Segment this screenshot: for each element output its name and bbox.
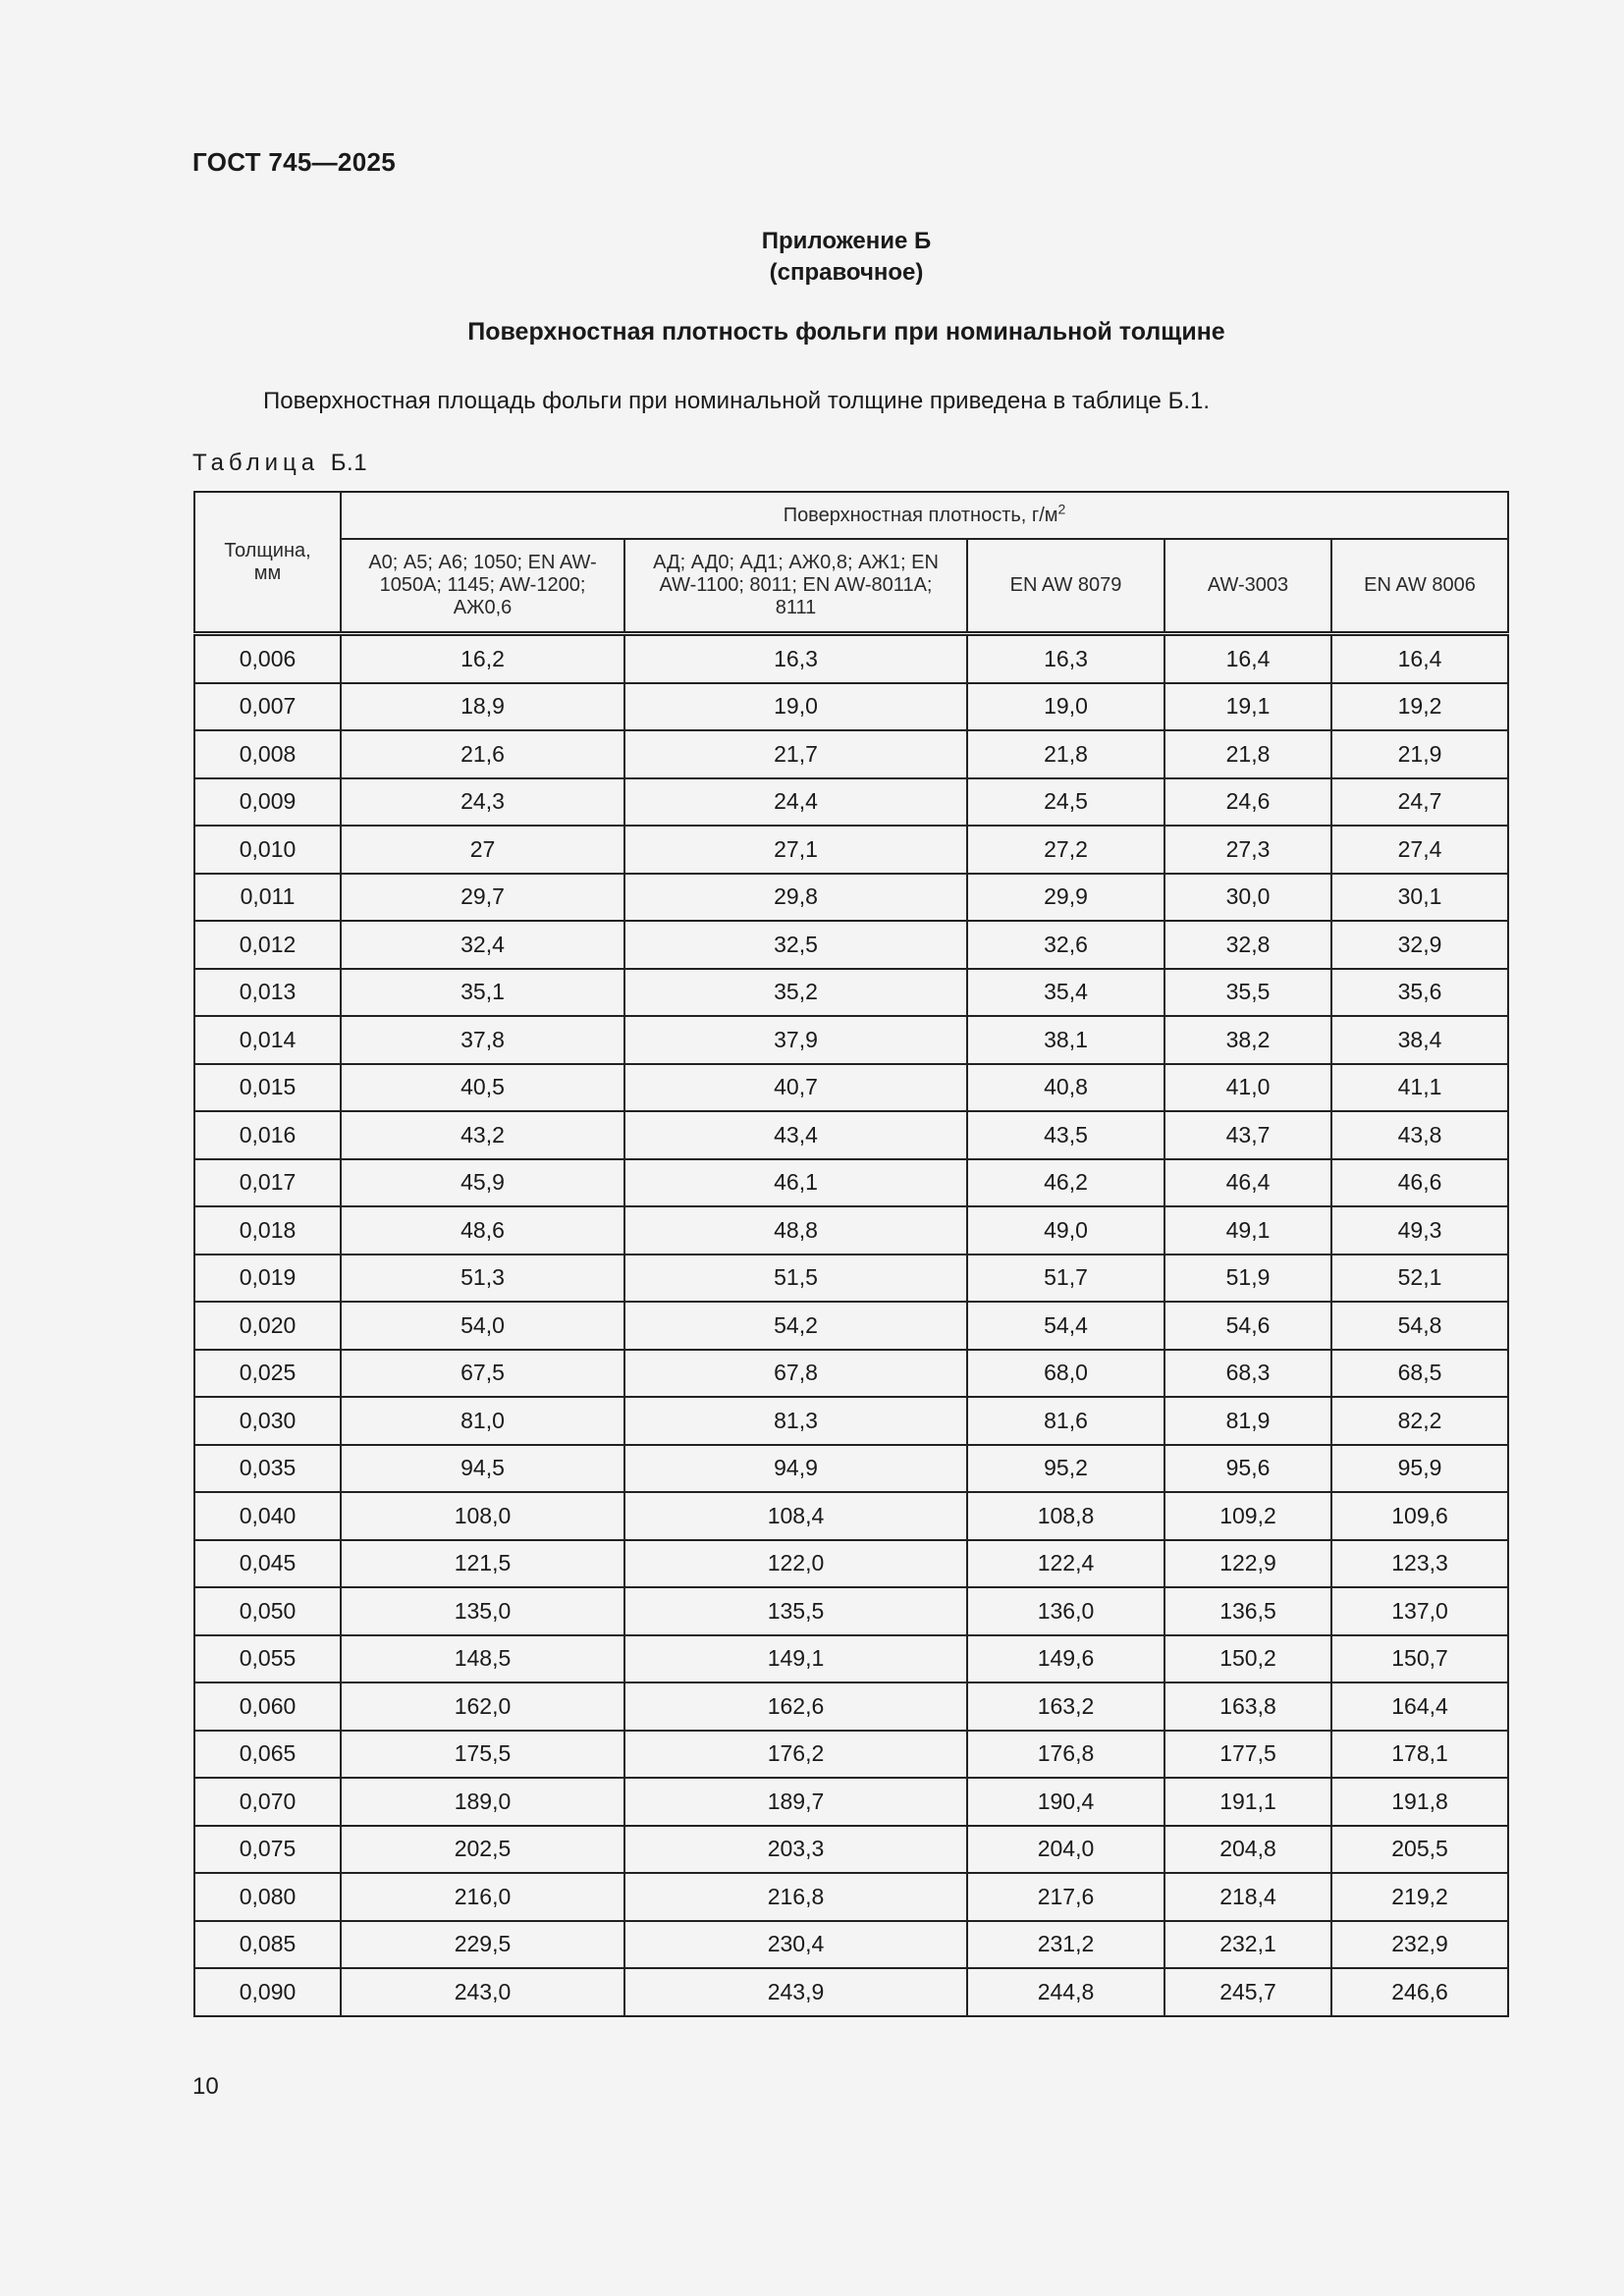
table-row xyxy=(194,730,1508,778)
density-cell: 68,3 xyxy=(1164,1350,1331,1398)
density-cell: 190,4 xyxy=(967,1778,1164,1826)
table-caption-number: Б.1 xyxy=(330,450,368,476)
thickness-cell: 0,050 xyxy=(194,1587,341,1635)
thickness-cell: 0,015 xyxy=(194,1064,341,1112)
density-cell: 35,5 xyxy=(1164,969,1331,1017)
table-row xyxy=(194,1350,1508,1398)
density-cell: 16,3 xyxy=(624,634,967,683)
density-cell: 163,8 xyxy=(1164,1682,1331,1731)
density-cell: 95,9 xyxy=(1331,1445,1508,1493)
density-cell: 29,8 xyxy=(624,874,967,922)
density-cell: 51,7 xyxy=(967,1255,1164,1303)
table-row xyxy=(194,1111,1508,1159)
density-cell: 95,2 xyxy=(967,1445,1164,1493)
density-cell: 243,9 xyxy=(624,1968,967,2016)
density-cell: 149,6 xyxy=(967,1635,1164,1683)
density-cell: 21,7 xyxy=(624,730,967,778)
density-cell: 49,1 xyxy=(1164,1206,1331,1255)
density-cell: 19,1 xyxy=(1164,683,1331,731)
density-cell: 148,5 xyxy=(341,1635,624,1683)
thickness-cell: 0,065 xyxy=(194,1731,341,1779)
density-cell: 150,7 xyxy=(1331,1635,1508,1683)
density-cell: 52,1 xyxy=(1331,1255,1508,1303)
density-cell: 46,6 xyxy=(1331,1159,1508,1207)
density-cell: 16,4 xyxy=(1331,634,1508,683)
density-cell: 37,9 xyxy=(624,1016,967,1064)
density-cell: 21,6 xyxy=(341,730,624,778)
table-row xyxy=(194,1826,1508,1874)
density-cell: 16,3 xyxy=(967,634,1164,683)
density-cell: 216,8 xyxy=(624,1873,967,1921)
density-cell: 27,2 xyxy=(967,826,1164,874)
density-cell: 67,8 xyxy=(624,1350,967,1398)
density-cell: 40,7 xyxy=(624,1064,967,1112)
density-cell: 35,2 xyxy=(624,969,967,1017)
density-cell: 121,5 xyxy=(341,1540,624,1588)
density-cell: 21,8 xyxy=(967,730,1164,778)
density-cell: 189,0 xyxy=(341,1778,624,1826)
density-cell: 38,1 xyxy=(967,1016,1164,1064)
density-cell: 176,2 xyxy=(624,1731,967,1779)
density-cell: 231,2 xyxy=(967,1921,1164,1969)
table-row xyxy=(194,1302,1508,1350)
density-cell: 230,4 xyxy=(624,1921,967,1969)
density-cell: 54,6 xyxy=(1164,1302,1331,1350)
density-cell: 30,0 xyxy=(1164,874,1331,922)
table-row xyxy=(194,634,1508,683)
density-cell: 67,5 xyxy=(341,1350,624,1398)
alloy-column-header: EN AW 8079 xyxy=(967,539,1164,634)
density-cell: 30,1 xyxy=(1331,874,1508,922)
table-row xyxy=(194,1397,1508,1445)
density-cell: 189,7 xyxy=(624,1778,967,1826)
density-cell: 94,5 xyxy=(341,1445,624,1493)
density-cell: 245,7 xyxy=(1164,1968,1331,2016)
thickness-cell: 0,070 xyxy=(194,1778,341,1826)
density-cell: 54,8 xyxy=(1331,1302,1508,1350)
density-cell: 122,9 xyxy=(1164,1540,1331,1588)
density-cell: 49,3 xyxy=(1331,1206,1508,1255)
density-cell: 41,1 xyxy=(1331,1064,1508,1112)
density-cell: 149,1 xyxy=(624,1635,967,1683)
thickness-cell: 0,017 xyxy=(194,1159,341,1207)
density-cell: 246,6 xyxy=(1331,1968,1508,2016)
density-cell: 175,5 xyxy=(341,1731,624,1779)
density-cell: 81,9 xyxy=(1164,1397,1331,1445)
document-code: ГОСТ 745—2025 xyxy=(192,147,396,177)
density-cell: 32,4 xyxy=(341,921,624,969)
alloy-column-header: AW-3003 xyxy=(1164,539,1331,634)
density-cell: 163,2 xyxy=(967,1682,1164,1731)
thickness-cell: 0,018 xyxy=(194,1206,341,1255)
density-cell: 109,2 xyxy=(1164,1492,1331,1540)
thickness-cell: 0,025 xyxy=(194,1350,341,1398)
alloy-column-header: EN AW 8006 xyxy=(1331,539,1508,634)
density-cell: 40,5 xyxy=(341,1064,624,1112)
density-cell: 35,4 xyxy=(967,969,1164,1017)
table-row xyxy=(194,1206,1508,1255)
density-cell: 27,3 xyxy=(1164,826,1331,874)
density-cell: 164,4 xyxy=(1331,1682,1508,1731)
thickness-cell: 0,008 xyxy=(194,730,341,778)
density-cell: 29,7 xyxy=(341,874,624,922)
density-cell: 51,5 xyxy=(624,1255,967,1303)
density-cell: 19,2 xyxy=(1331,683,1508,731)
density-cell: 27,4 xyxy=(1331,826,1508,874)
density-cell: 21,9 xyxy=(1331,730,1508,778)
density-cell: 19,0 xyxy=(967,683,1164,731)
table-row xyxy=(194,874,1508,922)
thickness-cell: 0,019 xyxy=(194,1255,341,1303)
density-cell: 203,3 xyxy=(624,1826,967,1874)
density-cell: 68,0 xyxy=(967,1350,1164,1398)
table-row xyxy=(194,1682,1508,1731)
density-cell: 24,6 xyxy=(1164,778,1331,827)
thickness-cell: 0,010 xyxy=(194,826,341,874)
density-cell: 204,8 xyxy=(1164,1826,1331,1874)
density-cell: 123,3 xyxy=(1331,1540,1508,1588)
table-row xyxy=(194,1064,1508,1112)
density-cell: 48,6 xyxy=(341,1206,624,1255)
table-row xyxy=(194,969,1508,1017)
thickness-cell: 0,012 xyxy=(194,921,341,969)
density-cell: 51,9 xyxy=(1164,1255,1331,1303)
density-cell: 18,9 xyxy=(341,683,624,731)
thickness-cell: 0,055 xyxy=(194,1635,341,1683)
density-cell: 38,2 xyxy=(1164,1016,1331,1064)
density-cell: 24,3 xyxy=(341,778,624,827)
density-cell: 232,9 xyxy=(1331,1921,1508,1969)
density-cell: 27 xyxy=(341,826,624,874)
density-cell: 191,1 xyxy=(1164,1778,1331,1826)
table-row xyxy=(194,1635,1508,1683)
table-row xyxy=(194,1873,1508,1921)
alloy-column-header: А0; А5; А6; 1050; EN AW-1050A; 1145; AW-1200; АЖ0,6 xyxy=(341,539,624,634)
density-cell: 37,8 xyxy=(341,1016,624,1064)
surface-density-table xyxy=(193,491,1509,2017)
table-row xyxy=(194,1540,1508,1588)
density-cell: 43,4 xyxy=(624,1111,967,1159)
density-cell: 51,3 xyxy=(341,1255,624,1303)
density-cell: 54,4 xyxy=(967,1302,1164,1350)
thickness-cell: 0,035 xyxy=(194,1445,341,1493)
density-cell: 35,6 xyxy=(1331,969,1508,1017)
density-cell: 32,6 xyxy=(967,921,1164,969)
thickness-cell: 0,007 xyxy=(194,683,341,731)
density-cell: 178,1 xyxy=(1331,1731,1508,1779)
density-cell: 135,5 xyxy=(624,1587,967,1635)
density-cell: 68,5 xyxy=(1331,1350,1508,1398)
density-cell: 43,2 xyxy=(341,1111,624,1159)
thickness-cell: 0,085 xyxy=(194,1921,341,1969)
density-cell: 205,5 xyxy=(1331,1826,1508,1874)
density-cell: 45,9 xyxy=(341,1159,624,1207)
thickness-cell: 0,013 xyxy=(194,969,341,1017)
density-cell: 218,4 xyxy=(1164,1873,1331,1921)
density-cell: 16,2 xyxy=(341,634,624,683)
density-cell: 135,0 xyxy=(341,1587,624,1635)
table-row xyxy=(194,1587,1508,1635)
density-group-header: Поверхностная плотность, $г/м^2$ xyxy=(341,492,1508,539)
thickness-column-header: Толщина, мм xyxy=(194,492,341,634)
density-cell: 27,1 xyxy=(624,826,967,874)
density-cell: 40,8 xyxy=(967,1064,1164,1112)
table-row xyxy=(194,1778,1508,1826)
density-cell: 162,0 xyxy=(341,1682,624,1731)
density-cell: 81,0 xyxy=(341,1397,624,1445)
section-title: Поверхностная плотность фольги при номинальной толщине xyxy=(467,318,1225,346)
thickness-cell: 0,075 xyxy=(194,1826,341,1874)
thickness-cell: 0,014 xyxy=(194,1016,341,1064)
density-cell: 38,4 xyxy=(1331,1016,1508,1064)
density-cell: 108,8 xyxy=(967,1492,1164,1540)
table-row xyxy=(194,1159,1508,1207)
density-cell: 46,4 xyxy=(1164,1159,1331,1207)
density-cell: 150,2 xyxy=(1164,1635,1331,1683)
density-cell: 35,1 xyxy=(341,969,624,1017)
appendix-heading xyxy=(0,226,1624,289)
density-cell: 219,2 xyxy=(1331,1873,1508,1921)
density-cell: 137,0 xyxy=(1331,1587,1508,1635)
density-cell: 43,8 xyxy=(1331,1111,1508,1159)
density-cell: 136,0 xyxy=(967,1587,1164,1635)
appendix-title: Приложение Б xyxy=(761,228,932,254)
density-cell: 43,7 xyxy=(1164,1111,1331,1159)
density-cell: 95,6 xyxy=(1164,1445,1331,1493)
density-cell: 48,8 xyxy=(624,1206,967,1255)
density-cell: 244,8 xyxy=(967,1968,1164,2016)
density-cell: 162,6 xyxy=(624,1682,967,1731)
density-cell: 21,8 xyxy=(1164,730,1331,778)
density-cell: 43,5 xyxy=(967,1111,1164,1159)
table-row xyxy=(194,1492,1508,1540)
density-cell: 136,5 xyxy=(1164,1587,1331,1635)
thickness-cell: 0,009 xyxy=(194,778,341,827)
table-caption-word: Таблица xyxy=(192,450,320,476)
page-number: 10 xyxy=(192,2073,219,2100)
thickness-cell: 0,060 xyxy=(194,1682,341,1731)
density-cell: 46,2 xyxy=(967,1159,1164,1207)
density-cell: 16,4 xyxy=(1164,634,1331,683)
table-row xyxy=(194,1255,1508,1303)
table-row xyxy=(194,1968,1508,2016)
density-cell: 191,8 xyxy=(1331,1778,1508,1826)
density-cell: 32,8 xyxy=(1164,921,1331,969)
table-row xyxy=(194,921,1508,969)
table-row xyxy=(194,1731,1508,1779)
density-cell: 19,0 xyxy=(624,683,967,731)
density-cell: 82,2 xyxy=(1331,1397,1508,1445)
thickness-cell: 0,090 xyxy=(194,1968,341,2016)
thickness-cell: 0,040 xyxy=(194,1492,341,1540)
density-cell: 54,0 xyxy=(341,1302,624,1350)
table-row xyxy=(194,778,1508,827)
density-cell: 81,6 xyxy=(967,1397,1164,1445)
thickness-cell: 0,080 xyxy=(194,1873,341,1921)
table-row xyxy=(194,1016,1508,1064)
intro-paragraph: Поверхностная площадь фольги при номинальной толщине приведена в таблице Б.1. xyxy=(263,388,1210,414)
density-cell: 49,0 xyxy=(967,1206,1164,1255)
density-cell: 217,6 xyxy=(967,1873,1164,1921)
density-cell: 108,0 xyxy=(341,1492,624,1540)
density-cell: 202,5 xyxy=(341,1826,624,1874)
alloy-column-header: АД; АД0; АД1; АЖ0,8; АЖ1; EN AW-1100; 8011; EN AW-8011A; 8111 xyxy=(624,539,967,634)
thickness-cell: 0,020 xyxy=(194,1302,341,1350)
density-cell: 109,6 xyxy=(1331,1492,1508,1540)
density-cell: 204,0 xyxy=(967,1826,1164,1874)
table-row xyxy=(194,683,1508,731)
density-cell: 176,8 xyxy=(967,1731,1164,1779)
thickness-cell: 0,030 xyxy=(194,1397,341,1445)
density-cell: 216,0 xyxy=(341,1873,624,1921)
density-cell: 24,7 xyxy=(1331,778,1508,827)
table-row xyxy=(194,826,1508,874)
table-row xyxy=(194,1921,1508,1969)
density-cell: 32,5 xyxy=(624,921,967,969)
density-cell: 81,3 xyxy=(624,1397,967,1445)
density-cell: 54,2 xyxy=(624,1302,967,1350)
density-cell: 32,9 xyxy=(1331,921,1508,969)
density-cell: 229,5 xyxy=(341,1921,624,1969)
density-cell: 108,4 xyxy=(624,1492,967,1540)
density-cell: 232,1 xyxy=(1164,1921,1331,1969)
density-cell: 177,5 xyxy=(1164,1731,1331,1779)
density-cell: 24,5 xyxy=(967,778,1164,827)
table-caption xyxy=(192,450,367,477)
thickness-cell: 0,006 xyxy=(194,634,341,683)
density-cell: 46,1 xyxy=(624,1159,967,1207)
thickness-cell: 0,045 xyxy=(194,1540,341,1588)
density-cell: 243,0 xyxy=(341,1968,624,2016)
density-cell: 94,9 xyxy=(624,1445,967,1493)
appendix-subtitle: (справочное) xyxy=(769,259,924,286)
density-cell: 122,4 xyxy=(967,1540,1164,1588)
density-cell: 29,9 xyxy=(967,874,1164,922)
density-cell: 41,0 xyxy=(1164,1064,1331,1112)
thickness-cell: 0,016 xyxy=(194,1111,341,1159)
density-cell: 24,4 xyxy=(624,778,967,827)
density-cell: 122,0 xyxy=(624,1540,967,1588)
thickness-cell: 0,011 xyxy=(194,874,341,922)
table-row xyxy=(194,1445,1508,1493)
